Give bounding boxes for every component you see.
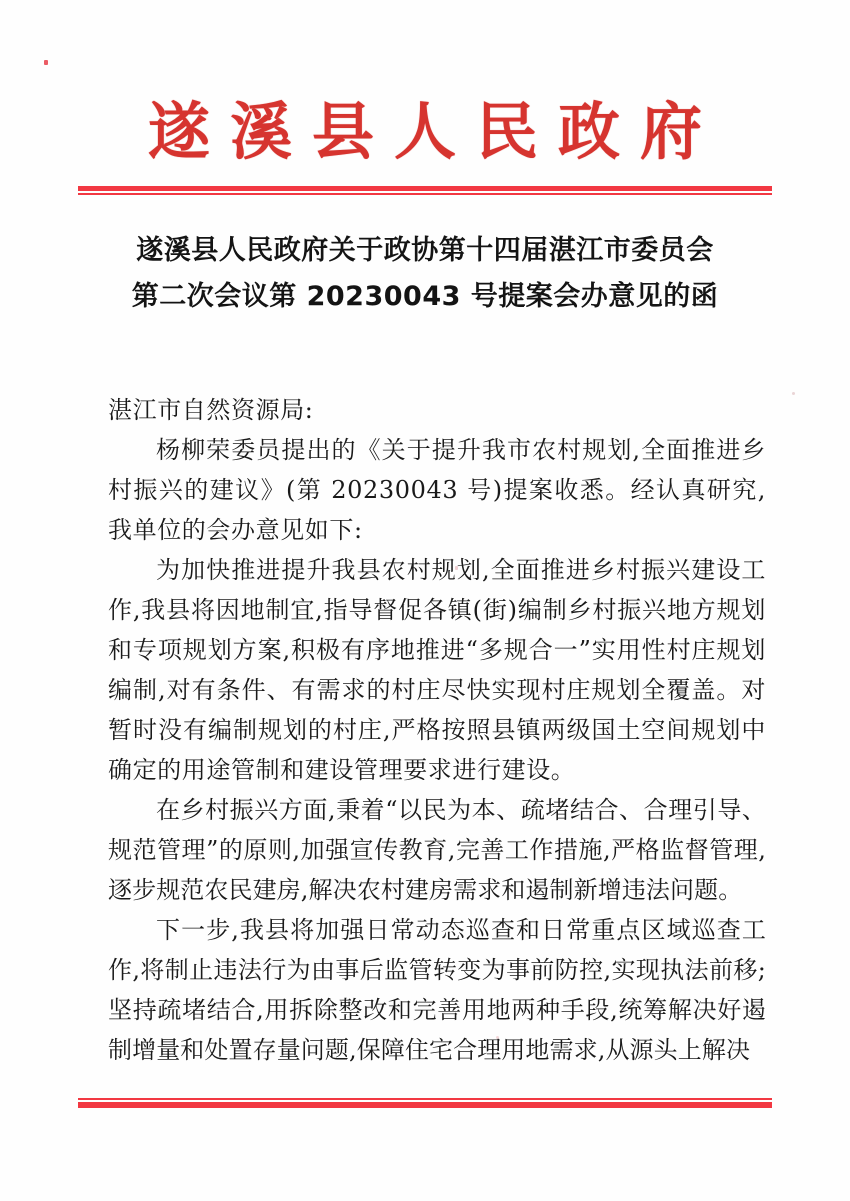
rule-bar-thin [78, 1098, 772, 1100]
rule-bar-thick [78, 1102, 772, 1108]
rule-bar-thick [78, 186, 772, 191]
paper-speck [792, 392, 795, 395]
rule-bar-thin [78, 193, 772, 195]
document-body [108, 390, 766, 1070]
red-double-rule-top [78, 186, 772, 195]
salutation: 湛江市自然资源局: [108, 396, 314, 424]
paper-speck [44, 60, 48, 65]
red-double-rule-bottom [78, 1098, 772, 1108]
body-paragraph-4: 下一步,我县将加强日常动态巡查和日常重点区域巡查工作,将制止违法行为由事后监管转变为事前防控,实现执法前移;坚持疏堵结合,用拆除整改和完善用地两种手段,统筹解决好遏制增量和处置存量问题,保障住宅合理用地需求,从源头上解决 [108, 916, 766, 1064]
document-title [75, 228, 775, 320]
body-paragraph-2: 为加快推进提升我县农村规划,全面推进乡村振兴建设工作,我县将因地制宜,指导督促各镇(街)编制乡村振兴地方规划和专项规划方案,积极有序地推进“多规合一”实用性村庄规划编制,对有条件、有需求的村庄尽快实现村庄规划全覆盖。对暂时没有编制规划的村庄,严格按照县镇两级国土空间规划中确定的用途管制和建设管理要求进行建设。 [108, 556, 766, 784]
document-title-line-2: 第二次会议第 20230043 号提案会办意见的函 [131, 281, 719, 312]
masthead [0, 92, 850, 172]
issuing-authority-title: 遂溪县人民政府 [147, 95, 722, 168]
body-paragraph-1: 杨柳荣委员提出的《关于提升我市农村规划,全面推进乡村振兴的建议》(第 20230043 号)提案收悉。经认真研究,我单位的会办意见如下: [108, 436, 766, 544]
document-title-line-1: 遂溪县人民政府关于政协第十四届湛江市委员会 [136, 235, 714, 266]
body-paragraph-3: 在乡村振兴方面,秉着“以民为本、疏堵结合、合理引导、规范管理”的原则,加强宣传教育,完善工作措施,严格监督管理,逐步规范农民建房,解决农村建房需求和遏制新增违法问题。 [108, 796, 766, 904]
